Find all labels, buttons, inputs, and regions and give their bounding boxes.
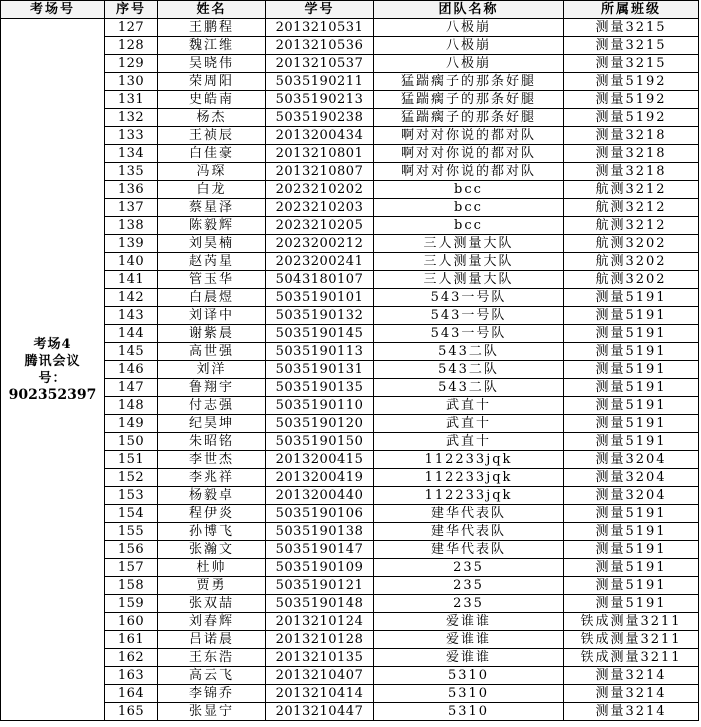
cell-team[interactable]: 猛踹瘸子的那条好腿 [374,73,564,91]
cell-student-id[interactable]: 2013200440 [266,487,374,505]
cell-name[interactable]: 李兆祥 [158,469,266,487]
table-row [1,181,699,199]
cell-team[interactable]: 543一号队 [374,307,564,325]
cell-student-id[interactable]: 2013210531 [266,19,374,37]
cell-team[interactable]: 爱谁谁 [374,631,564,649]
cell-seq[interactable]: 144 [105,325,158,343]
cell-seq[interactable]: 145 [105,343,158,361]
cell-team[interactable]: 543二队 [374,379,564,397]
cell-name[interactable]: 孙博飞 [158,523,266,541]
cell-seq[interactable]: 143 [105,307,158,325]
cell-student-id[interactable]: 5035190101 [266,289,374,307]
cell-class[interactable]: 测量3215 [564,19,699,37]
cell-team[interactable]: 啊对对你说的都对队 [374,127,564,145]
cell-student-id[interactable]: 5035190109 [266,559,374,577]
table-row [1,307,699,325]
cell-class[interactable]: 测量5191 [564,595,699,613]
cell-seq[interactable]: 150 [105,433,158,451]
table-row [1,217,699,235]
cell-student-id[interactable]: 5035190131 [266,361,374,379]
cell-team[interactable]: 建华代表队 [374,505,564,523]
cell-class[interactable]: 铁成测量3211 [564,613,699,631]
cell-name[interactable]: 刘洋 [158,361,266,379]
cell-name[interactable]: 冯琛 [158,163,266,181]
cell-class[interactable]: 测量3214 [564,667,699,685]
cell-team[interactable]: 5310 [374,685,564,703]
cell-seq[interactable]: 135 [105,163,158,181]
cell-team[interactable]: 爱谁谁 [374,649,564,667]
cell-seq[interactable]: 132 [105,109,158,127]
table-row [1,577,699,595]
cell-name[interactable]: 鲁翔宇 [158,379,266,397]
cell-name[interactable]: 高世强 [158,343,266,361]
cell-class[interactable]: 测量5191 [564,379,699,397]
cell-team[interactable]: 235 [374,559,564,577]
cell-team[interactable]: 112233jqk [374,487,564,505]
cell-team[interactable]: 三人测量大队 [374,235,564,253]
cell-student-id[interactable]: 2013200434 [266,127,374,145]
cell-name[interactable]: 蔡星泽 [158,199,266,217]
cell-team[interactable]: 爱谁谁 [374,613,564,631]
cell-student-id[interactable]: 5035190110 [266,397,374,415]
table-row [1,667,699,685]
cell-seq[interactable]: 151 [105,451,158,469]
cell-name[interactable]: 王鹏程 [158,19,266,37]
cell-class[interactable]: 航测3212 [564,217,699,235]
cell-class[interactable]: 测量5191 [564,289,699,307]
room-cell[interactable] [1,19,105,721]
cell-name[interactable]: 朱昭铭 [158,433,266,451]
cell-seq[interactable]: 146 [105,361,158,379]
cell-name[interactable]: 王东浩 [158,649,266,667]
cell-student-id[interactable]: 2013210414 [266,685,374,703]
cell-team[interactable]: bcc [374,199,564,217]
table-row [1,379,699,397]
cell-name[interactable]: 杨杰 [158,109,266,127]
cell-student-id[interactable]: 2013210447 [266,703,374,721]
cell-team[interactable]: 啊对对你说的都对队 [374,145,564,163]
cell-seq[interactable]: 157 [105,559,158,577]
table-row [1,595,699,613]
cell-seq[interactable]: 130 [105,73,158,91]
cell-seq[interactable]: 165 [105,703,158,721]
cell-student-id[interactable]: 5035190132 [266,307,374,325]
table-row [1,73,699,91]
cell-name[interactable]: 高云飞 [158,667,266,685]
cell-team[interactable]: 三人测量大队 [374,253,564,271]
cell-name[interactable]: 史皓南 [158,91,266,109]
cell-seq[interactable]: 158 [105,577,158,595]
cell-student-id[interactable]: 2023210202 [266,181,374,199]
cell-team[interactable]: 5310 [374,703,564,721]
table-row [1,37,699,55]
table-row [1,235,699,253]
cell-class[interactable]: 测量5191 [564,343,699,361]
cell-name[interactable]: 吴晓伟 [158,55,266,73]
cell-name[interactable]: 白佳豪 [158,145,266,163]
cell-team[interactable]: 543一号队 [374,325,564,343]
cell-name[interactable]: 白晨煜 [158,289,266,307]
cell-name[interactable]: 刘春辉 [158,613,266,631]
header-student-id[interactable]: 学号 [266,1,374,19]
cell-seq[interactable]: 147 [105,379,158,397]
cell-seq[interactable]: 148 [105,397,158,415]
table-row [1,631,699,649]
cell-student-id[interactable]: 5035190213 [266,91,374,109]
cell-class[interactable]: 测量3215 [564,55,699,73]
cell-student-id[interactable]: 5035190150 [266,433,374,451]
cell-team[interactable]: 建华代表队 [374,523,564,541]
cell-name[interactable]: 荣周阳 [158,73,266,91]
cell-name[interactable]: 张瀚文 [158,541,266,559]
table-row [1,649,699,667]
table-row [1,397,699,415]
cell-student-id[interactable]: 5035190145 [266,325,374,343]
cell-student-id[interactable]: 5035190147 [266,541,374,559]
cell-team[interactable]: 武直十 [374,433,564,451]
cell-student-id[interactable]: 2013200415 [266,451,374,469]
cell-student-id[interactable]: 2013200419 [266,469,374,487]
cell-class[interactable]: 测量5192 [564,73,699,91]
cell-seq[interactable]: 142 [105,289,158,307]
cell-name[interactable]: 纪昊坤 [158,415,266,433]
header-class[interactable]: 所属班级 [564,1,699,19]
table-row [1,325,699,343]
cell-team[interactable]: 八极崩 [374,37,564,55]
cell-seq[interactable]: 136 [105,181,158,199]
cell-seq[interactable]: 152 [105,469,158,487]
cell-class[interactable]: 航测3212 [564,199,699,217]
cell-seq[interactable]: 139 [105,235,158,253]
cell-seq[interactable]: 134 [105,145,158,163]
cell-team[interactable]: 5310 [374,667,564,685]
cell-class[interactable]: 测量5192 [564,91,699,109]
header-seq[interactable]: 序号 [105,1,158,19]
table-row [1,163,699,181]
cell-student-id[interactable]: 5035190120 [266,415,374,433]
header-name[interactable]: 姓名 [158,1,266,19]
cell-class[interactable]: 测量5191 [564,505,699,523]
cell-name[interactable]: 魏江维 [158,37,266,55]
table-row [1,469,699,487]
table-row [1,685,699,703]
table-row [1,145,699,163]
cell-student-id[interactable]: 5035190138 [266,523,374,541]
table-row [1,559,699,577]
cell-class[interactable]: 测量5191 [564,541,699,559]
cell-name[interactable]: 张显宁 [158,703,266,721]
table-row [1,91,699,109]
header-row [1,1,699,19]
cell-seq[interactable]: 149 [105,415,158,433]
table-row [1,109,699,127]
cell-name[interactable]: 贾勇 [158,577,266,595]
cell-class[interactable]: 测量5191 [564,361,699,379]
cell-student-id[interactable]: 5035190148 [266,595,374,613]
cell-seq[interactable]: 164 [105,685,158,703]
cell-team[interactable]: 543二队 [374,361,564,379]
cell-team[interactable]: 三人测量大队 [374,271,564,289]
cell-team[interactable]: 八极崩 [374,19,564,37]
cell-seq[interactable]: 163 [105,667,158,685]
cell-class[interactable]: 测量3218 [564,127,699,145]
table-row [1,55,699,73]
cell-team[interactable]: 武直十 [374,397,564,415]
table-row [1,415,699,433]
table-body [1,19,699,721]
cell-student-id[interactable]: 2013210128 [266,631,374,649]
cell-class[interactable]: 测量3218 [564,145,699,163]
table-row [1,199,699,217]
cell-seq[interactable]: 141 [105,271,158,289]
cell-seq[interactable]: 137 [105,199,158,217]
table-row [1,289,699,307]
table-row [1,19,699,37]
cell-student-id[interactable]: 5035190121 [266,577,374,595]
cell-student-id[interactable]: 5035190211 [266,73,374,91]
table-row [1,613,699,631]
cell-class[interactable]: 测量5192 [564,109,699,127]
table-row [1,343,699,361]
table-row [1,487,699,505]
cell-team[interactable]: 建华代表队 [374,541,564,559]
cell-team[interactable]: 啊对对你说的都对队 [374,163,564,181]
cell-class[interactable]: 测量3204 [564,469,699,487]
cell-class[interactable]: 航测3202 [564,253,699,271]
cell-student-id[interactable]: 5035190135 [266,379,374,397]
cell-seq[interactable]: 156 [105,541,158,559]
cell-name[interactable]: 刘昊楠 [158,235,266,253]
cell-class[interactable]: 测量3215 [564,37,699,55]
table-row [1,703,699,721]
table-row [1,271,699,289]
table-row [1,541,699,559]
cell-seq[interactable]: 161 [105,631,158,649]
cell-name[interactable]: 赵芮星 [158,253,266,271]
cell-name[interactable]: 管玉华 [158,271,266,289]
cell-class[interactable]: 测量3218 [564,163,699,181]
cell-student-id[interactable]: 5035190106 [266,505,374,523]
cell-name[interactable]: 杜帅 [158,559,266,577]
table-row [1,523,699,541]
cell-seq[interactable]: 155 [105,523,158,541]
cell-class[interactable]: 测量5191 [564,397,699,415]
room-number-label: 号： [38,370,67,386]
cell-class[interactable]: 测量5191 [564,433,699,451]
cell-seq[interactable]: 153 [105,487,158,505]
cell-seq[interactable]: 160 [105,613,158,631]
header-team[interactable]: 团队名称 [374,1,564,19]
cell-name[interactable]: 李世杰 [158,451,266,469]
cell-class[interactable]: 航测3212 [564,181,699,199]
cell-seq[interactable]: 138 [105,217,158,235]
table-row [1,505,699,523]
table-row [1,253,699,271]
cell-student-id[interactable]: 5035190113 [266,343,374,361]
cell-name[interactable]: 李锦乔 [158,685,266,703]
cell-class[interactable]: 航测3202 [564,235,699,253]
cell-team[interactable]: 猛踹瘸子的那条好腿 [374,109,564,127]
cell-team[interactable]: 543二队 [374,343,564,361]
cell-student-id[interactable]: 2013210124 [266,613,374,631]
cell-seq[interactable]: 140 [105,253,158,271]
cell-student-id[interactable]: 2013210537 [266,55,374,73]
cell-class[interactable]: 测量3204 [564,451,699,469]
cell-student-id[interactable]: 2013210801 [266,145,374,163]
cell-class[interactable]: 测量5191 [564,577,699,595]
cell-seq[interactable]: 159 [105,595,158,613]
cell-seq[interactable]: 129 [105,55,158,73]
cell-class[interactable]: 测量5191 [564,307,699,325]
table-row [1,451,699,469]
cell-class[interactable]: 测量3214 [564,685,699,703]
cell-student-id[interactable]: 2023200212 [266,235,374,253]
cell-team[interactable]: bcc [374,217,564,235]
cell-team[interactable]: 543一号队 [374,289,564,307]
table-row [1,127,699,145]
cell-seq[interactable]: 128 [105,37,158,55]
cell-class[interactable]: 测量5191 [564,415,699,433]
cell-name[interactable]: 谢紫晨 [158,325,266,343]
cell-name[interactable]: 付志强 [158,397,266,415]
cell-seq[interactable]: 154 [105,505,158,523]
cell-team[interactable]: 112233jqk [374,469,564,487]
cell-team[interactable]: 武直十 [374,415,564,433]
room-title: 考场4 [33,336,72,352]
cell-name[interactable]: 杨毅卓 [158,487,266,505]
cell-team[interactable]: 235 [374,577,564,595]
cell-class[interactable]: 测量3204 [564,487,699,505]
cell-student-id[interactable]: 2023210205 [266,217,374,235]
cell-class[interactable]: 航测3202 [564,271,699,289]
cell-team[interactable]: 八极崩 [374,55,564,73]
cell-class[interactable]: 测量5191 [564,325,699,343]
cell-name[interactable]: 白龙 [158,181,266,199]
cell-name[interactable]: 刘译中 [158,307,266,325]
cell-team[interactable]: 猛踹瘸子的那条好腿 [374,91,564,109]
table-row [1,361,699,379]
cell-team[interactable]: bcc [374,181,564,199]
cell-seq[interactable]: 127 [105,19,158,37]
cell-name[interactable]: 程伊炎 [158,505,266,523]
cell-student-id[interactable]: 5035190238 [266,109,374,127]
cell-student-id[interactable]: 2013210407 [266,667,374,685]
cell-class[interactable]: 铁成测量3211 [564,631,699,649]
cell-student-id[interactable]: 2023210203 [266,199,374,217]
cell-student-id[interactable]: 2013210536 [266,37,374,55]
cell-class[interactable]: 测量3214 [564,703,699,721]
cell-student-id[interactable]: 5043180107 [266,271,374,289]
cell-class[interactable]: 铁成测量3211 [564,649,699,667]
header-room[interactable]: 考场号 [1,1,105,19]
cell-name[interactable]: 吕诺晨 [158,631,266,649]
cell-seq[interactable]: 162 [105,649,158,667]
cell-seq[interactable]: 131 [105,91,158,109]
cell-class[interactable]: 测量5191 [564,523,699,541]
cell-team[interactable]: 235 [374,595,564,613]
cell-student-id[interactable]: 2013210135 [266,649,374,667]
cell-name[interactable]: 陈毅辉 [158,217,266,235]
cell-name[interactable]: 王祯辰 [158,127,266,145]
cell-student-id[interactable]: 2023200241 [266,253,374,271]
meeting-code: 902352397 [8,386,97,403]
cell-name[interactable]: 张双喆 [158,595,266,613]
cell-team[interactable]: 112233jqk [374,451,564,469]
cell-seq[interactable]: 133 [105,127,158,145]
table-row [1,433,699,451]
cell-student-id[interactable]: 2013210807 [266,163,374,181]
cell-class[interactable]: 测量5191 [564,559,699,577]
room-meeting-label: 腾讯会议 [24,353,81,369]
